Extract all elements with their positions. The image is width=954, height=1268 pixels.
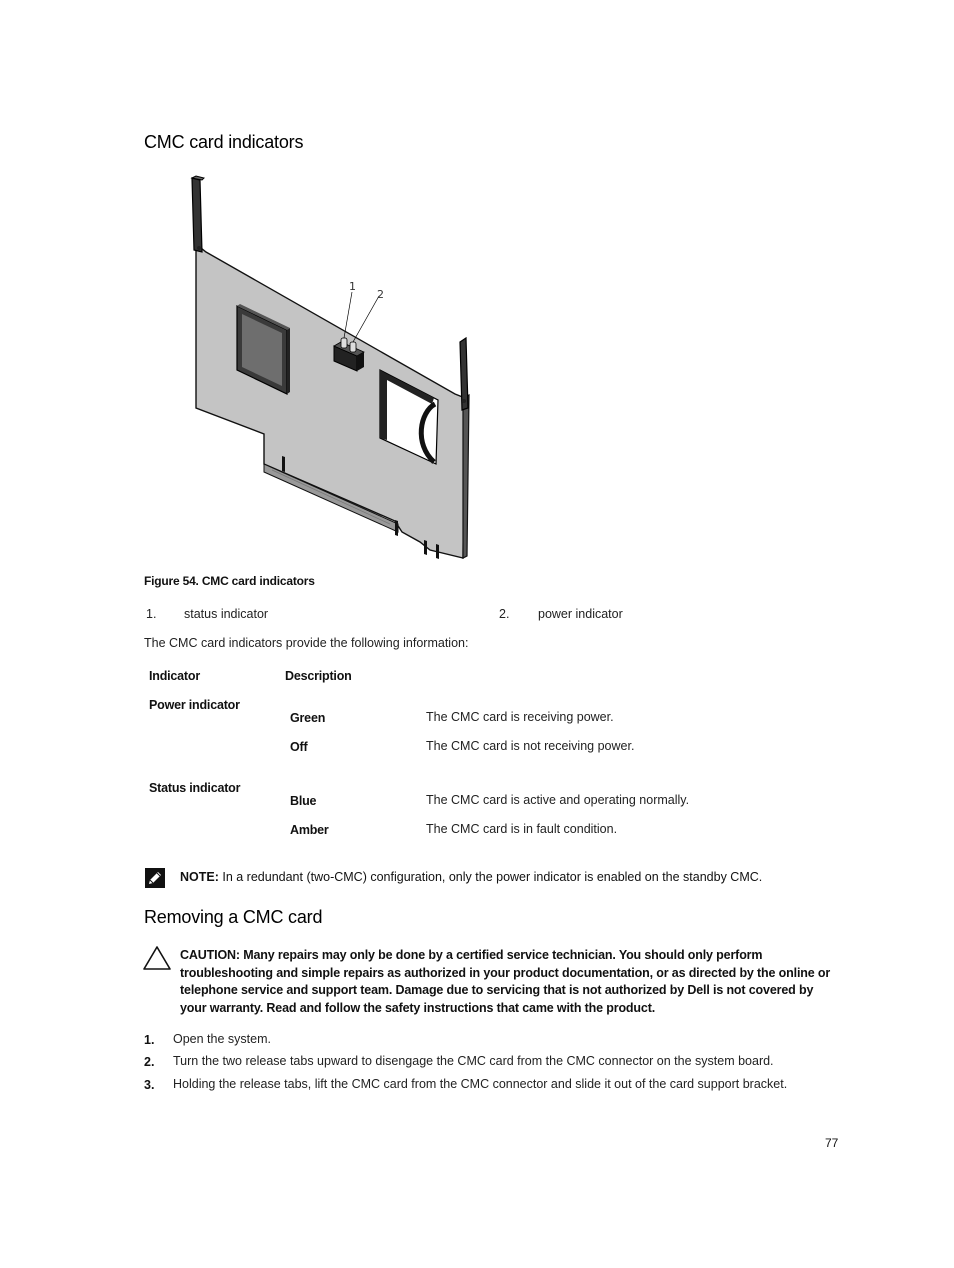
callout-2: 2 bbox=[377, 288, 384, 301]
intro-paragraph: The CMC card indicators provide the following information: bbox=[144, 636, 469, 650]
legend-label-power-indicator: power indicator bbox=[538, 607, 623, 621]
table-header-indicator: Indicator bbox=[149, 669, 200, 683]
table-desc-green: The CMC card is receiving power. bbox=[426, 710, 614, 724]
table-header-description: Description bbox=[285, 669, 352, 683]
step-text-3: Holding the release tabs, lift the CMC card from the CMC connector and slide it out of the card support bracket. bbox=[173, 1077, 788, 1091]
table-state-amber: Amber bbox=[290, 823, 329, 837]
note-pencil-icon bbox=[144, 867, 166, 889]
step-number-1: 1. bbox=[144, 1033, 155, 1047]
note-label: NOTE: bbox=[180, 870, 219, 884]
table-indicator-power: Power indicator bbox=[149, 698, 240, 712]
legend-num-1: 1. bbox=[146, 607, 157, 621]
note-text bbox=[180, 869, 762, 887]
figure-caption: Figure 54. CMC card indicators bbox=[144, 574, 315, 588]
note-body: In a redundant (two-CMC) configuration, only the power indicator is enabled on the standby CMC. bbox=[218, 870, 763, 884]
table-state-blue: Blue bbox=[290, 794, 317, 808]
table-state-off: Off bbox=[290, 740, 308, 754]
step-text-2: Turn the two release tabs upward to disengage the CMC card from the CMC connector on the system board. bbox=[173, 1054, 774, 1068]
table-desc-blue: The CMC card is active and operating normally. bbox=[426, 793, 690, 807]
step-text-1: Open the system. bbox=[173, 1032, 271, 1046]
table-indicator-status: Status indicator bbox=[149, 781, 241, 795]
caution-triangle-icon bbox=[142, 945, 172, 971]
cmc-card-illustration bbox=[180, 172, 480, 564]
callout-1: 1 bbox=[349, 280, 356, 293]
page-number: 77 bbox=[825, 1136, 839, 1150]
step-number-2: 2. bbox=[144, 1055, 155, 1069]
caution-text: CAUTION: Many repairs may only be done by a certified service technician. You should only perform troubleshooting and simple repairs as authorized in your product documentation, or as directed by the online or telephone service and support team. Damage due to servicing that is not authorized by Dell is not covered by your warranty. Read and follow the safety instructions that came with the product. bbox=[180, 948, 831, 1015]
legend-label-status-indicator: status indicator bbox=[184, 607, 269, 621]
section-title-cmc-card-indicators: CMC card indicators bbox=[144, 132, 304, 152]
legend-num-2: 2. bbox=[499, 607, 510, 621]
table-state-green: Green bbox=[290, 711, 326, 725]
table-desc-off: The CMC card is not receiving power. bbox=[426, 739, 635, 753]
table-desc-amber: The CMC card is in fault condition. bbox=[426, 822, 618, 836]
section-title-removing-cmc-card: Removing a CMC card bbox=[144, 907, 323, 927]
step-number-3: 3. bbox=[144, 1078, 155, 1092]
